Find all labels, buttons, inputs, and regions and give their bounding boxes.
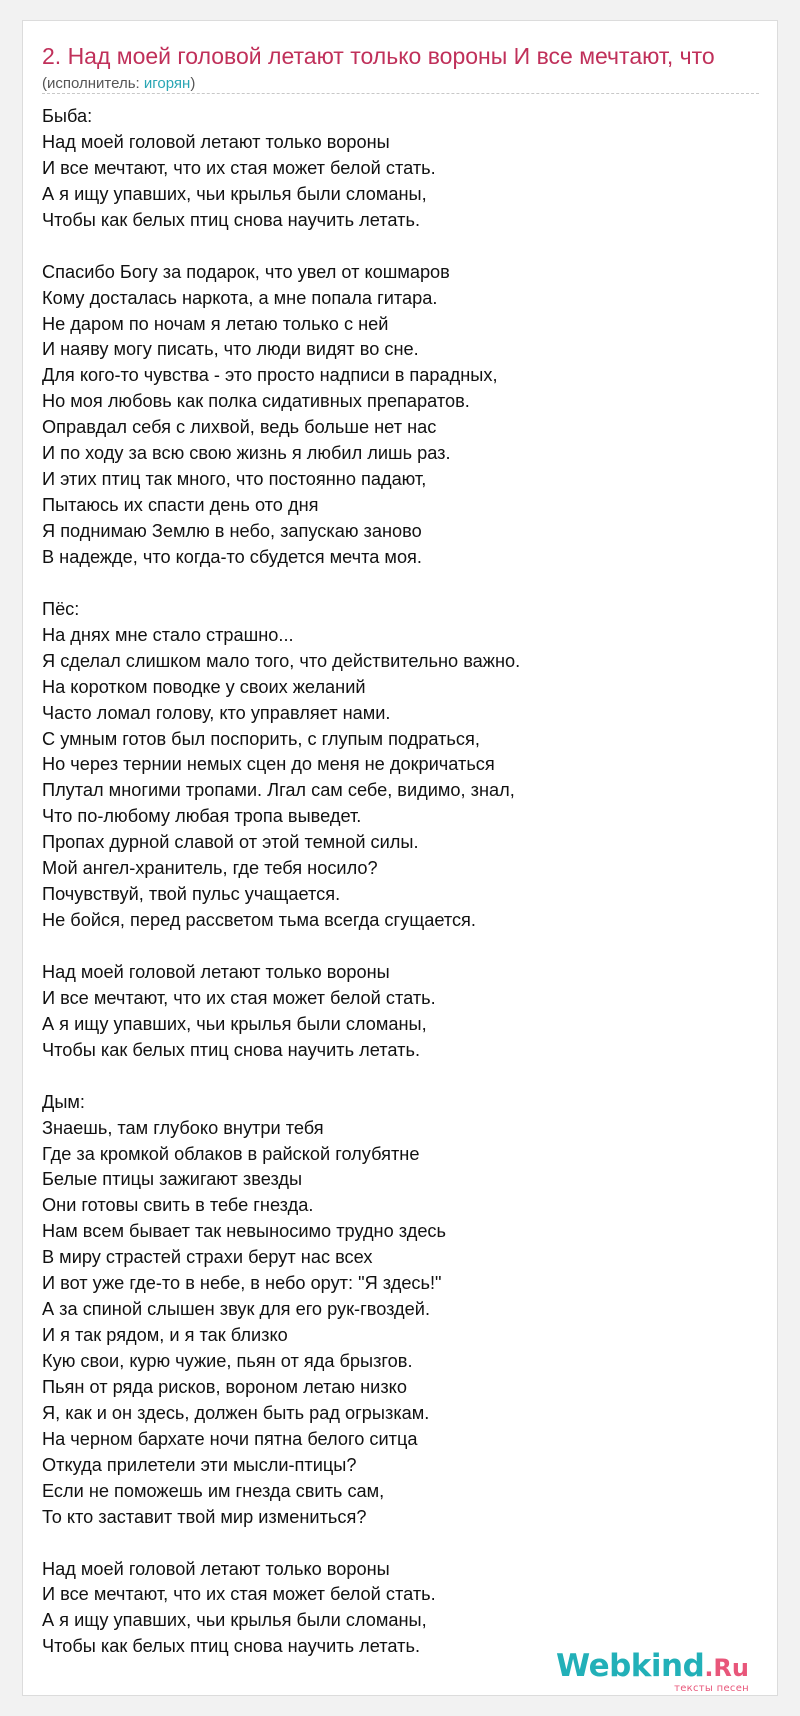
lyrics-line: Чтобы как белых птиц снова научить летать. <box>42 1039 420 1060</box>
lyrics-line: Чтобы как белых птиц снова научить летать. <box>42 1636 420 1657</box>
lyrics-line: На днях мне стало страшно... <box>42 624 294 645</box>
lyrics-line: Что по-любому любая тропа выведет. <box>42 806 362 827</box>
artist-suffix: ) <box>190 75 196 92</box>
lyrics-line: С умным готов был поспорить, с глупым подраться, <box>42 728 480 749</box>
lyrics-line: То кто заставит твой мир измениться? <box>42 1506 367 1527</box>
lyrics-line: Если не поможешь им гнезда свить сам, <box>42 1480 385 1501</box>
lyrics-line: Не даром по ночам я летаю только с ней <box>42 313 389 334</box>
lyrics-line: На черном бархате ночи пятна белого ситца <box>42 1428 418 1449</box>
lyrics-line: Пропах дурной славой от этой темной силы. <box>42 832 419 853</box>
lyrics-line: Я поднимаю Землю в небо, запускаю заново <box>42 521 422 541</box>
lyrics-line: И все мечтают, что их стая может белой стать. <box>42 1584 436 1605</box>
lyrics-line: Кую свои, курю чужие, пьян от яда брызгов. <box>42 1351 413 1371</box>
lyrics-line: Почувствуй, твой пульс учащается. <box>42 884 341 905</box>
lyrics-line: Плутал многими тропами. Лгал сам себе, видимо, знал, <box>42 780 515 801</box>
webkind-logo[interactable] <box>556 1648 749 1694</box>
lyrics-line: Я сделал слишком мало того, что действительно важно. <box>42 650 521 671</box>
lyrics-line: Кому досталась наркота, а мне попала гитара. <box>42 287 438 308</box>
lyrics-line: И вот уже где-то в небе, в небо орут: "Я здесь!" <box>42 1273 442 1294</box>
artist-prefix: (исполнитель: <box>42 75 144 92</box>
lyrics-line: И все мечтают, что их стая может белой стать. <box>42 987 436 1008</box>
lyrics-stanza <box>42 1090 742 1531</box>
lyrics-line: Мой ангел-хранитель, где тебя носило? <box>42 858 378 879</box>
lyrics-line: Нам всем бывает так невыносимо трудно здесь <box>42 1221 447 1242</box>
lyrics-line: А за спиной слышен звук для его рук-гвоздей. <box>42 1299 430 1320</box>
lyrics-line: В надежде, что когда-то сбудется мечта моя. <box>42 546 422 567</box>
lyrics-stanza <box>42 960 742 1064</box>
lyrics-stanza <box>42 104 742 234</box>
lyrics-line: Пьян от ряда рисков, вороном летаю низко <box>42 1376 407 1397</box>
lyrics-line: Я, как и он здесь, должен быть рад огрызкам. <box>42 1402 430 1423</box>
lyrics-line: Над моей головой летают только вороны <box>42 131 390 152</box>
lyrics-line: И наяву могу писать, что люди видят во сне. <box>42 339 419 360</box>
lyrics-line: Над моей головой летают только вороны <box>42 1558 390 1579</box>
lyrics-line: И по ходу за всю свою жизнь я любил лишь раз. <box>42 443 451 464</box>
lyrics-line: Где за кромкой облаков в райской голубятне <box>42 1143 420 1164</box>
lyrics-line: Не бойся, перед рассветом тьма всегда сгущается. <box>42 910 476 931</box>
lyrics-line: Они готовы свить в тебе гнезда. <box>42 1195 314 1216</box>
lyrics-line: Откуда прилетели эти мысли-птицы? <box>42 1454 357 1475</box>
lyrics-line: Белые птицы зажигают звезды <box>42 1169 303 1190</box>
lyrics-line: А я ищу упавших, чьи крылья были сломаны, <box>42 183 427 204</box>
lyrics-line: И я так рядом, и я так близко <box>42 1325 288 1346</box>
lyrics-line: И все мечтают, что их стая может белой стать. <box>42 157 436 178</box>
lyrics-line: А я ищу упавших, чьи крылья были сломаны, <box>42 1610 427 1631</box>
lyrics-line: А я ищу упавших, чьи крылья были сломаны, <box>42 1013 427 1034</box>
lyrics-line: Часто ломал голову, кто управляет нами. <box>42 702 391 723</box>
lyrics-text <box>42 104 742 1686</box>
lyrics-line: Дым: <box>42 1091 85 1112</box>
lyrics-line: На коротком поводке у своих желаний <box>42 676 366 697</box>
lyrics-line: Для кого-то чувства - это просто надписи в парадных, <box>42 365 498 386</box>
lyrics-line: Спасибо Богу за подарок, что увел от кошмаров <box>42 261 450 282</box>
artist-link[interactable]: игорян <box>143 75 191 92</box>
lyrics-line: В миру страстей страхи берут нас всех <box>42 1247 373 1268</box>
lyrics-line: Пёс: <box>42 598 80 619</box>
artist-line <box>42 75 195 92</box>
song-title: 2. Над моей головой летают только вороны И все мечтают, что <box>42 43 715 69</box>
lyrics-stanza <box>42 1557 742 1661</box>
lyrics-line: Но через тернии немых сцен до меня не докричаться <box>42 754 495 775</box>
lyrics-line: Знаешь, там глубоко внутри тебя <box>42 1117 324 1138</box>
lyrics-stanza <box>42 597 742 934</box>
logo-main-text: Webkind <box>556 1648 705 1684</box>
logo-tagline: тексты песен <box>674 1683 749 1694</box>
lyrics-line: Оправдал себя с лихвой, ведь больше нет нас <box>42 417 437 438</box>
lyrics-line: Чтобы как белых птиц снова научить летать. <box>42 209 420 230</box>
header-divider <box>42 93 759 94</box>
lyrics-line: Быба: <box>42 106 93 126</box>
lyrics-line: Пытаюсь их спасти день ото дня <box>42 495 319 516</box>
logo-suffix-text: .Ru <box>704 1654 749 1682</box>
lyrics-card <box>22 20 778 1696</box>
lyrics-stanza <box>42 260 742 571</box>
lyrics-line: И этих птиц так много, что постоянно падают, <box>42 469 427 490</box>
lyrics-line: Над моей головой летают только вороны <box>42 961 390 982</box>
lyrics-line: Но моя любовь как полка сидативных препаратов. <box>42 391 470 412</box>
